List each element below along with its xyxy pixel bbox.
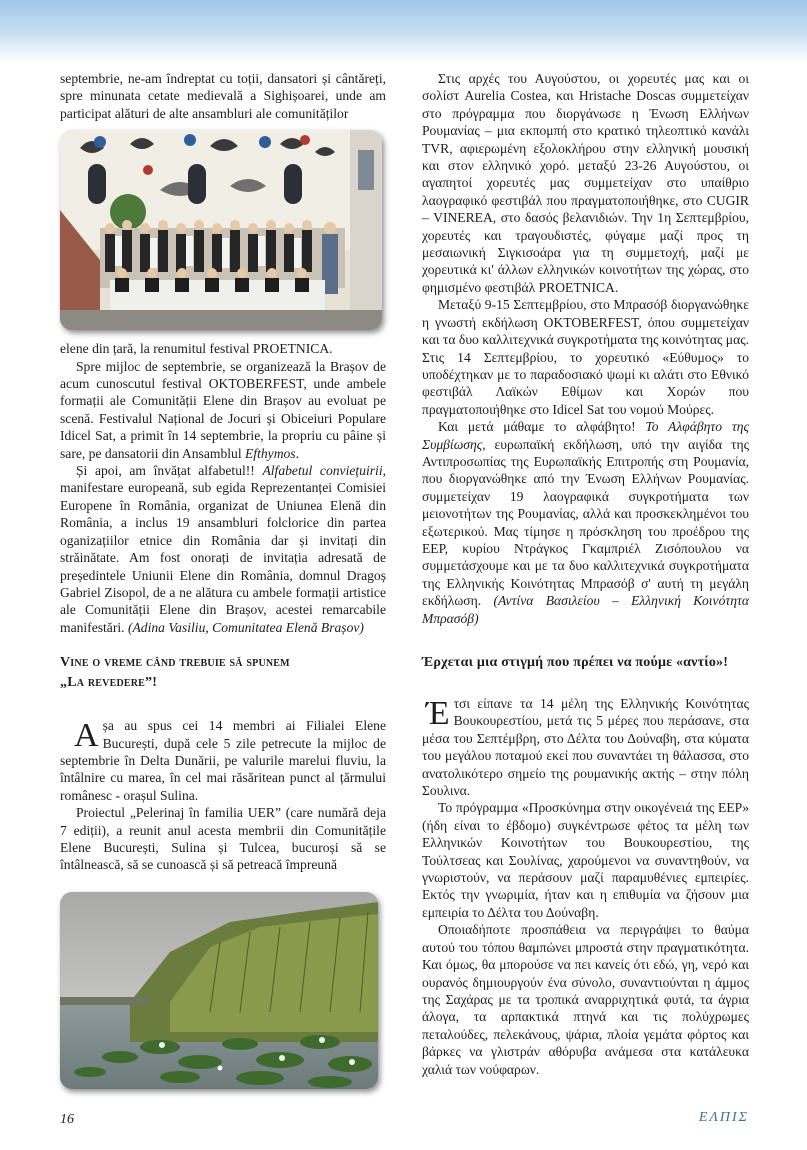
right-author-signature: (Αντίνα Βασιλείου – Ελληνική Κοινότητα Μπρασόβ) [422,593,750,626]
left-paragraph-3 [60,358,386,462]
magazine-title: ΕΛΠΙΣ [698,1110,749,1125]
right-paragraph-3-start: Και μετά μάθαμε το αλφάβητο! [438,419,646,435]
page-number: 16 [60,1112,74,1127]
left-paragraph-4 [60,462,386,636]
ensemble-name: Efthymos [245,445,296,461]
left-paragraph-4-start: Și apoi, am învățat alfabetul!! [76,463,263,479]
greek-event-name: Το Αλφάβητο της Συμβίωσης [422,419,749,452]
drop-cap-e: Έ [426,695,450,732]
event-name: Alfabetul conviețuirii [262,463,383,479]
left-paragraph-3-end: . [295,445,299,461]
left-heading-line-2: „La revedere”! [60,675,158,691]
right-paragraph-3-text: , ευρωπαϊκή εκδήλωση, υπό την αιγίδα της Αντιπροσωπίας της Ευρωπαϊκής Επιτροπής στη Ρουμανία, που διοργανώθηκε από την Ένωση Ελλήνων Ρουμανίας. συμμετείχαν 19 λαογραφικά συγκροτήματα των μειονοτήτων της Ρουμανίας, αλλά και προσκεκλημένοι του εξωτερικού. Μας τίμησε η πρόσκληση του προέδρου της ΕΕΡ, κυρίου Ντράγκος Γκαμπριέλ Ζισόπουλου να συμμετάσχουμε και με τα δυο καλλιτεχνικά συγκροτήματα της Ελληνικής Κοινότητας Μπρασόβ σ' αυτή τη μεγάλη εκδήλωση. [422,436,749,609]
left-paragraph-5 [60,717,386,804]
right-paragraph-4 [422,695,749,799]
left-section-heading [60,653,386,693]
danube-delta-photo [60,892,378,1089]
right-paragraph-5: Το πρόγραμμα «Προσκύνημα στην οικογένειά της ΕΕΡ» (ήδη είναι το έβδομο) συγκέντρωσε φέτος τα μέλη των Ελληνικών Κοινοτήτων του Βουκουρεστίου, της Τούλτσεας και Σουλίνας, χαρούμενοι να συναντηθούν, να γνωριστούν, να περάσουν μαζί παραμυθένιες εμπειρίες. Εκτός την γνωριμία, ήταν και η επιθυμία να ζήσουν μια εμπειρία το Δέλτα του Δούναβη. [422,800,749,920]
folk-ensemble-photo [60,130,382,330]
left-paragraph-6: Proiectul „Pelerinaj în familia UER” (care numără deja 7 ediții), a reunit anul acesta membrii din Comunitățile Elene București, Sulina și Tulcea, bucuroși să se întâlnească, să se cunoască și să petreacă împreună [60,805,386,873]
right-column [422,70,749,1078]
drop-cap-a: A [74,717,99,755]
left-paragraph-5-text: șa au spus cei 14 membri ai Filialei Elene București, după cele 5 zile petrecute la mijloc de septembrie în Delta Dunării, pe valurile marelui fluviu, la întâlnire cu marea, în cel mai răsăritean punct al țărmului românesc - orașul Sulina. [60,718,386,803]
left-paragraph-3-text: Spre mijloc de septembrie, se organizează la Brașov de acum cunoscutul festival OKTOBERFEST, unde ambele formații ale Comunității Elene din Brașov au evoluat pe scenă. Festivalul Național de Jocuri și Obiceiuri Populare Idicel Sat, a primit în 14 septembrie, la propriu cu pâine și sare, pe dansatorii din Ansamblul [60,358,386,461]
left-heading-line-1: Vine o vreme când trebuie să spunem [60,655,290,671]
left-paragraph-1: septembrie, ne-am îndreptat cu toții, dansatori și cântăreți, spre minunata cetate medievală a Sighișoarei, unde am participat alături de alte ansambluri ale comunităților [60,71,386,121]
right-paragraph-2: Μεταξύ 9-15 Σεπτεμβρίου, στο Μπρασόβ διοργανώθηκε η γνωστή εκδήλωση OKTOBERFEST, όπου συμμετείχαν και τα δυο καλλιτεχνικά συγκροτήματα της κοινότητας μας. Στις 14 Σεπτεμβρίου, το χορευτικό «Εύθυμος» το υποδέχτηκαν με το παραδοσιακό ψωμί κι αλάτι στο Εθνικό φεστιβάλ Λαϊκών Εθίμων και Χορών που πραγματοποιήθηκε στο Idicel Sat του νομού Μούρες. [422,297,749,417]
left-column [60,70,386,1099]
right-paragraph-3 [422,418,749,627]
right-section-heading: Έρχεται μια στιγμή που πρέπει να πούμε «αντίο»! [422,655,729,670]
left-paragraph-2: elene din țară, la renumitul festival PROETNICA. [60,341,333,357]
right-paragraph-4-text: τσι είπανε τα 14 μέλη της Ελληνικής Κοινότητας Βουκουρεστίου, μετά τις 5 μέρες που περάσανε, στα μέσα του Σεπτέμβρη, στο Δέλτα του Δούναβη, στα κύματα του μεγάλου ποταμού εκεί που συναντάει τη θάλασσα, στο ανατολικότερο σημείο της ρουμανικής ακτής – στην πόλη Σουλινα. [422,696,749,799]
left-author-signature: (Adina Vasiliu, Comunitatea Elenă Brașov) [127,619,364,635]
header-band [0,0,807,62]
right-paragraph-6: Οποιαδήποτε προσπάθεια να περιγράψει το θαύμα αυτού του τόπου θαμπώνει μπροστά στην πραγματικότητα. Και όμως, θα μπορούσε να πει κανείς ότι εδώ, γη, νερό και ουρανός δημιουργούν ένα σύνολο, συναντιούνται η άμμος της Σαχάρας με τα τροπικά αναρριχητικά φυτά, τα άγρια άλογα, τα αρπακτικά πτηνά και τις πολύχρωμες πεταλούδες, πελεκάνους, ψάρια, πλοία γεμάτα φόρτος και βάρκες να γλιστράν αθόρυβα ανάμεσα στα κατάλευκα χαλιά των νούφαρων. [422,922,749,1077]
left-paragraph-4-text: , manifestare europeană, sub egida Reprezentanței Comisiei Europene în România, organizat de Uniunea Elenă din România, a inclus 19 ansambluri folclorice din partea oganizațiilor etnice din România dar și invitați din străinătate. Am fost onorați de invitația adresată de președintele Uniunii Elene din România, domnul Dragoș Gabriel Zisopol, de a ne alătura cu ambele formații artistice ale Comunității Elene din Brașov, acestei remarcabile manifestări. [60,463,386,635]
right-paragraph-1: Στις αρχές του Αυγούστου, οι χορευτές μας και οι σολίστ Aurelia Costea, και Hristache Doscas συμμετείχαν στο πρόγραμμα που διοργάνωσε η Ένωση Ελλήνων Ρουμανίας – μια εκπομπή στο κρατικό τηλεοπτικό κανάλι TVR, αφιερωμένη εξολοκλήρου στην ελληνική μουσική και στον ελληνικό χορό. μεταξύ 23-26 Αυγούστου, οι αγαπητοί χορευτές μας συμμετείχαν στο υπαίθριο λαογραφικό φεστιβάλ που πραγματοποιήθηκε, στο CUGIR – VINEREA, στο δασός βελανιδιών. Την 1η Σεπτεμβρίου, χορευτές και τραγουδιστές, φύγαμε μαζί προς τη μεσαιωνική Σιγκισοάρα για τη συμμετοχή, μαζί με χορευτικά κι' άλλων ελληνικών κοινοτήτων της χώρας, στο φημισμένο φεστιβάλ PROETNICA. [422,71,749,295]
